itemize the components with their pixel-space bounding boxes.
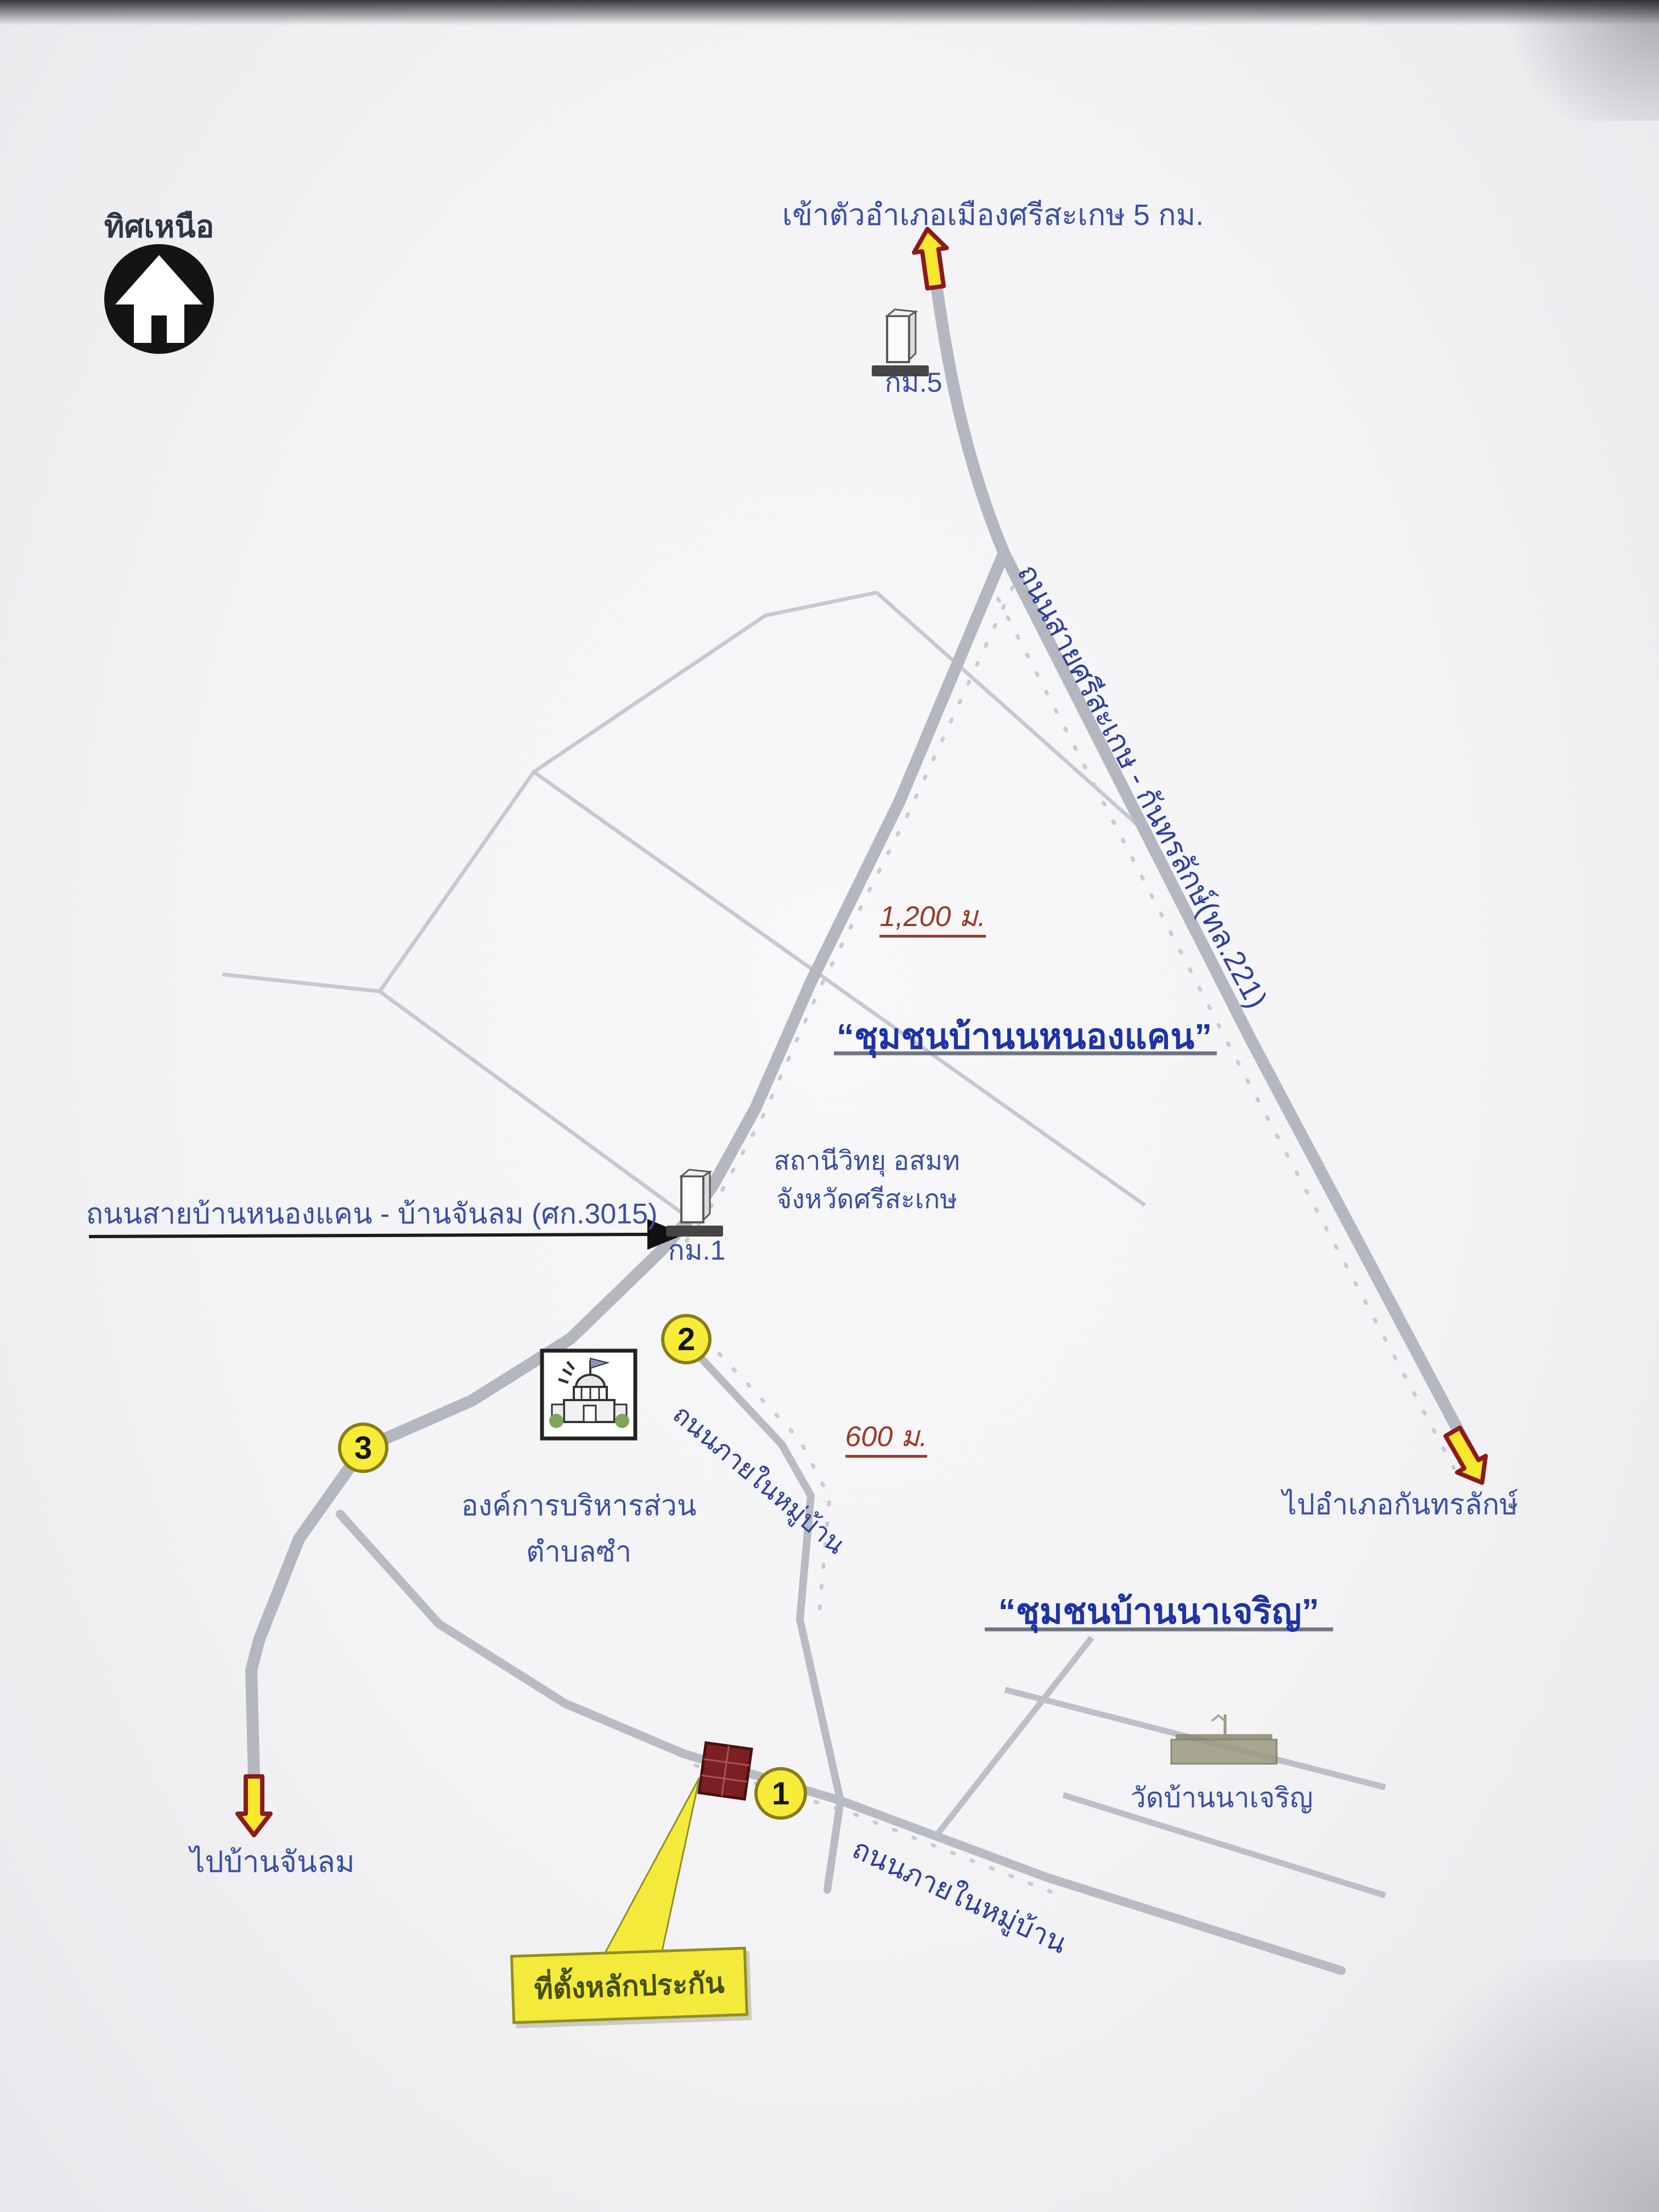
milestone-km5-label: กม.5 (884, 367, 943, 398)
parcel-boundary-west (222, 974, 380, 991)
highway-road-label: ถนนสายศรีสะเกษ - กันทรลักษ์(ทล.221) (1011, 558, 1274, 1014)
government-building-icon (542, 1351, 635, 1438)
street-nacharoen (935, 1638, 1092, 1837)
arrow-south-icon (238, 1776, 270, 1835)
collateral-site-callout (510, 1947, 748, 2024)
destination-bottomleft-label: ไปบ้านจันลม (190, 1846, 355, 1878)
inner-street-label: ถนนภายในหมู่บ้าน (667, 1400, 850, 1560)
milestone-km1-label: กม.1 (668, 1235, 726, 1266)
community-nongkhaen-label: “ชุมชนบ้านนหนองแคน” (836, 1017, 1212, 1056)
temple-icon (1171, 1714, 1277, 1764)
road-to-city (933, 258, 1004, 553)
destination-top-label: เข้าตัวอำเภอเมืองศรีสะเกษ 5 กม. (782, 199, 1204, 232)
callout-pointer (603, 1778, 699, 1956)
distance-1200m-label (864, 893, 1001, 939)
parcel-boundary-stepped (380, 592, 877, 991)
compass-label: ทิศเหนือ (104, 209, 215, 244)
sao-office-line2: ตำบลซำ (526, 1536, 632, 1568)
sao-office-line1: องค์การบริหารส่วน (461, 1490, 697, 1522)
destination-right-label: ไปอำเภอกันทรลักษ์ (1282, 1489, 1519, 1521)
marker-point-1 (754, 1767, 807, 1820)
photo-corner-bottom-right (1319, 1960, 1659, 2212)
marker-point-2-number: 2 (677, 1321, 696, 1357)
distance-1200m-value: 1,200 ม. (879, 901, 985, 938)
compass-north-icon (104, 244, 214, 354)
collateral-site-callout-label: ที่ตั้งหลักประกัน (533, 1967, 725, 2006)
parcel-boundary-south (380, 991, 690, 1219)
local-road-label: ถนนสายบ้านหนองแคน - บ้านจันลม (ศก.3015) (86, 1198, 658, 1230)
marker-point-2 (661, 1314, 712, 1364)
marker-point-1-number: 1 (771, 1775, 790, 1812)
distance-600m-label (830, 1413, 943, 1459)
marker-point-3-number: 3 (354, 1430, 373, 1466)
photo-top-edge (0, 0, 1659, 25)
community-nacharoen-label: “ชุมชนบ้านนาเจริญ” (998, 1592, 1319, 1631)
photo-corner-top-right (1472, 0, 1659, 121)
distance-600m-value: 600 ม. (845, 1421, 928, 1458)
temple-label: วัดบ้านนาเจริญ (1130, 1782, 1313, 1813)
radio-station-line1: สถานีวิทยุ อสมท (774, 1147, 960, 1176)
bottom-road-label: ถนนภายในหมู่บ้าน (847, 1832, 1072, 1960)
collateral-building-icon (699, 1743, 752, 1799)
radio-station-line2: จังหวัดศรีสะเกษ (776, 1185, 957, 1214)
marker-point-3 (338, 1423, 388, 1473)
